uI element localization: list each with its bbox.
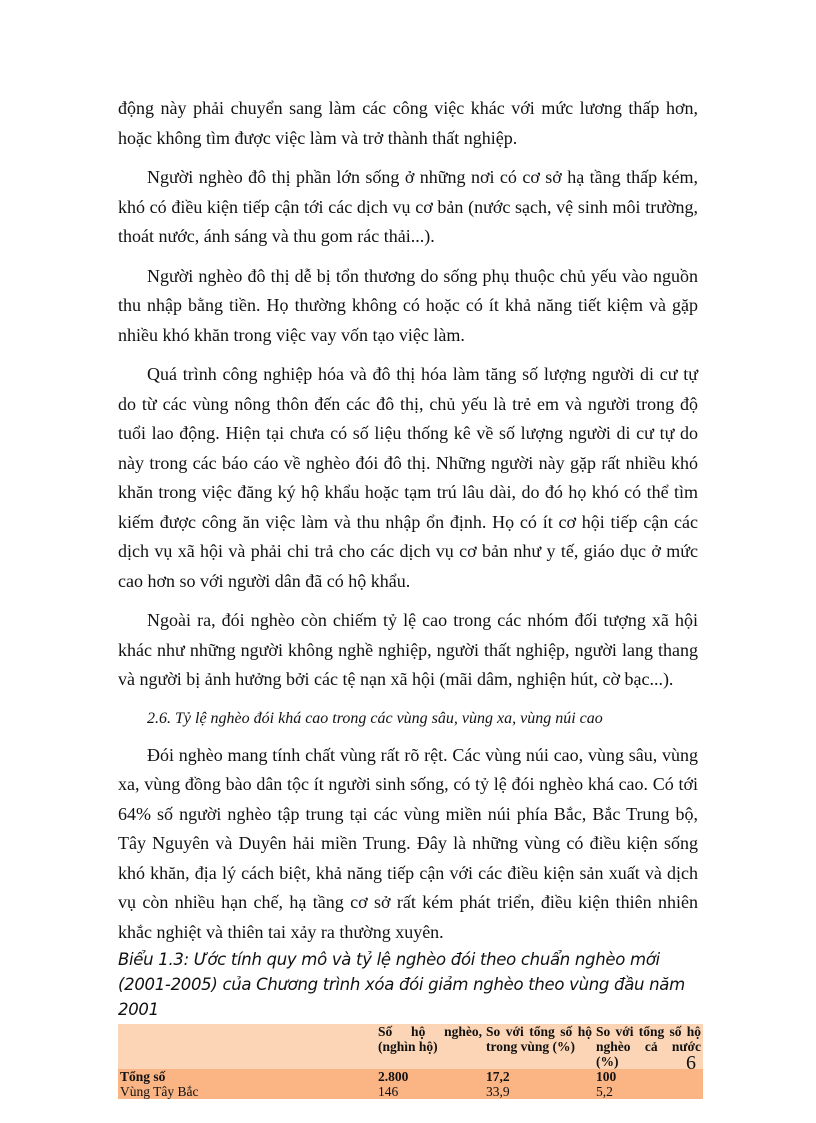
table-caption: Biểu 1.3: Ước tính quy mô và tỷ lệ nghèo đói theo chuẩn nghèo mới (2001-2005) của Chương trình xóa đói giảm nghèo theo vùng đầu năm 2001 [118,950,685,1019]
table-header-row [118,1024,703,1069]
table-header-cell [118,1024,376,1069]
section-heading [118,705,698,733]
paragraph-2: Người nghèo đô thị phần lớn sống ở những nơi có cơ sở hạ tầng thấp kém, khó có điều kiện tiếp cận tới các dịch vụ cơ bản (nước sạch, vệ sinh môi trường, thoát nước, ánh sáng và thu gom rác thải...). [118,167,698,246]
section-body: Đói nghèo mang tính chất vùng rất rõ rệt. Các vùng núi cao, vùng sâu, vùng xa, vùng đồng bào dân tộc ít người sinh sống, có tỷ lệ đói nghèo khá cao. Có tới 64% số người nghèo tập trung tại các vùng miền núi phía Bắc, Bắc Trung bộ, Tây Nguyên và Duyên hải miền Trung. Đây là những vùng có điều kiện sống khó khăn, địa lý cách biệt, khả năng tiếp cận với các điều kiện sản xuất và dịch vụ còn nhiều hạn chế, hạ tầng cơ sở rất kém phát triển, điều kiện thiên nhiên khắc nghiệt và thiên tai xảy ra thường xuyên. [118,744,698,942]
table-header-cell: Số hộ nghèo, (nghìn hộ) [376,1024,484,1069]
table-row [118,1084,703,1099]
table-header-cell: So với tổng số hộ trong vùng (%) [484,1024,594,1069]
table-header-cell: So với tổng số hộ nghèo cả nước (%) [596,1024,701,1069]
table-cell: 100 [594,1069,703,1084]
document-page [118,94,701,1099]
paragraph-4: Quá trình công nghiệp hóa và đô thị hóa làm tăng số lượng người di cư tự do từ các vùng nông thôn đến các đô thị, chủ yếu là trẻ em và người trong độ tuổi lao động. Hiện tại chưa có số liệu thống kê về số lượng người di cư tự do này trong các báo cáo về nghèo đói đô thị. Những người này gặp rất nhiều khó khăn trong việc đăng ký hộ khẩu hoặc tạm trú lâu dài, do đó họ khó có thể tìm kiếm được công ăn việc làm và thu nhập ổn định. Họ có ít cơ hội tiếp cận các dịch vụ xã hội và phải chi trả cho các dịch vụ cơ bản như y tế, giáo dục ở mức cao hơn so với người dân đã có hộ khẩu. [118,364,698,591]
paragraph-1: động này phải chuyển sang làm các công việc khác với mức lương thấp hơn, hoặc không tìm được việc làm và trở thành thất nghiệp. [118,98,698,148]
section-number: 2.6. [147,709,171,727]
table-cell: 33,9 [484,1084,594,1099]
section-title: Tỷ lệ nghèo đói khá cao trong các vùng sâu, vùng xa, vùng núi cao [175,709,603,727]
paragraph-5: Ngoài ra, đói nghèo còn chiếm tỷ lệ cao trong các nhóm đối tượng xã hội khác như những người không nghề nghiệp, người thất nghiệp, người lang thang và người bị ảnh hưởng bởi các tệ nạn xã hội (mãi dâm, nghiện hút, cờ bạc...). [118,610,698,689]
table-cell: 5,2 [594,1084,703,1099]
paragraph-3: Người nghèo đô thị dễ bị tổn thương do sống phụ thuộc chủ yếu vào nguồn thu nhập bằng tiền. Họ thường không có hoặc có ít khả năng tiết kiệm và gặp nhiều khó khăn trong việc vay vốn tạo việc làm. [118,265,698,345]
table-cell: Tổng số [118,1069,376,1084]
poverty-table [118,1024,703,1099]
table-row [118,1069,703,1084]
page-number: 6 [686,1052,696,1074]
table-cell: Vùng Tây Bắc [118,1084,376,1099]
table-cell: 17,2 [484,1069,594,1084]
table-cell: 2.800 [376,1069,484,1084]
table-cell: 146 [376,1084,484,1099]
